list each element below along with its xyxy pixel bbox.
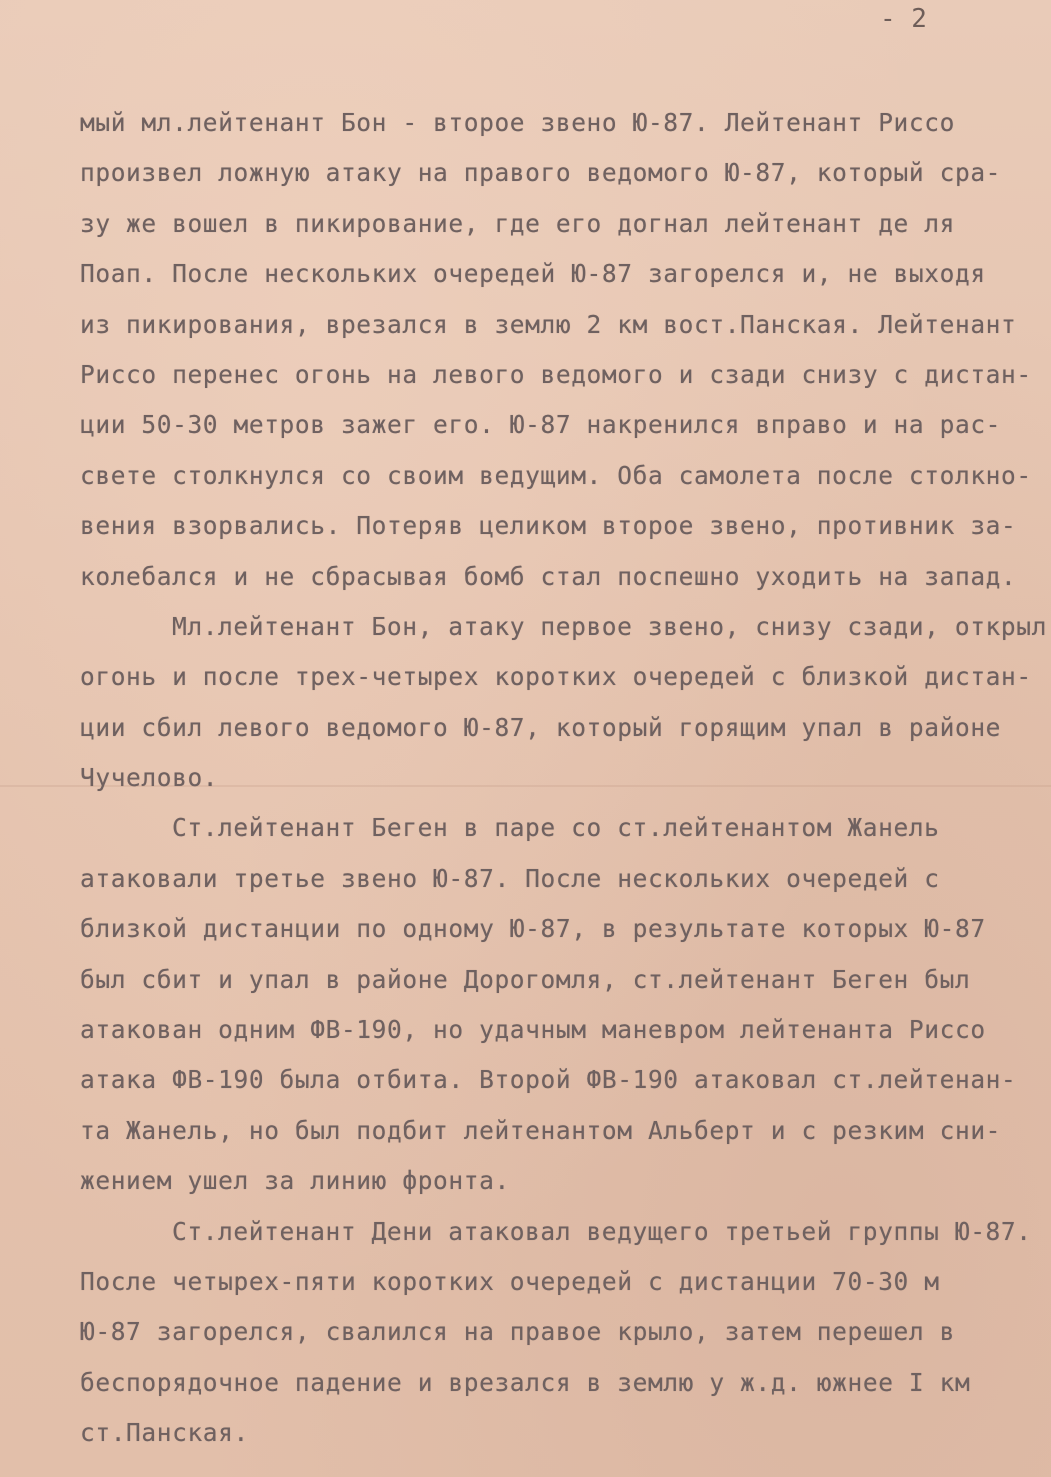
text-line: жением ушел за линию фронта. [80,1166,510,1196]
text-line: Риссо перенес огонь на левого ведомого и сзади снизу с дистан- [80,359,1032,389]
text-line: та Жанель, но был подбит лейтенантом Альберт и с резким сни- [80,1115,1002,1145]
text-line: Мл.лейтенант Бон, атаку первое звено, снизу сзади, открыл [172,611,1047,641]
text-line: ст.Панская. [80,1418,249,1448]
text-line: был сбит и упал в районе Дорогомля, ст.лейтенант Беген был [80,964,971,994]
text-line: Ст.лейтенант Дени атаковал ведущего третьей группы Ю-87. [172,1216,1032,1246]
text-line: из пикирования, врезался в землю 2 км вост.Панская. Лейтенант [80,309,1017,339]
text-line: Ю-87 загорелся, свалился на правое крыло, затем перешел в [80,1317,955,1347]
document-body [80,98,1045,1459]
text-line: Чучелово. [80,763,219,793]
text-line: огонь и после трех-четырех коротких очередей с близкой дистан- [80,662,1032,692]
text-line: ции 50-30 метров зажег его. Ю-87 накренился вправо и на рас- [80,410,1002,440]
text-line: атакован одним ФВ-190, но удачным маневром лейтенанта Риссо [80,1015,986,1045]
text-line: Ст.лейтенант Беген в паре со ст.лейтенантом Жанель [172,813,940,843]
page-number: - 2 [880,4,927,34]
text-line: Поап. После нескольких очередей Ю-87 загорелся и, не выходя [80,259,986,289]
text-line: зу же вошел в пикирование, где его догнал лейтенант де ля [80,208,955,238]
text-line: колебался и не сбрасывая бомб стал поспешно уходить на запад. [80,561,1017,591]
paragraph [80,1207,1045,1459]
text-line: произвел ложную атаку на правого ведомого Ю-87, который сра- [80,158,1002,188]
text-line: атака ФВ-190 была отбита. Второй ФВ-190 атаковал ст.лейтенан- [80,1065,1017,1095]
text-line: беспорядочное падение и врезался в землю у ж.д. южнее I км [80,1367,971,1397]
text-line: мый мл.лейтенант Бон - второе звено Ю-87. Лейтенант Риссо [80,108,955,137]
paragraph [80,98,1045,602]
paragraph [80,602,1045,804]
text-line: ции сбил левого ведомого Ю-87, который горящим упал в районе [80,712,1002,742]
text-line: вения взорвались. Потеряв целиком второе звено, противник за- [80,511,1017,541]
text-line: атаковали третье звено Ю-87. После нескольких очередей с [80,863,940,893]
text-line: свете столкнулся со своим ведущим. Оба самолета после столкно- [80,460,1032,490]
text-line: После четырех-пяти коротких очередей с дистанции 70-30 м [80,1266,940,1296]
text-line: близкой дистанции по одному Ю-87, в результате которых Ю-87 [80,914,986,944]
paragraph [80,803,1045,1206]
